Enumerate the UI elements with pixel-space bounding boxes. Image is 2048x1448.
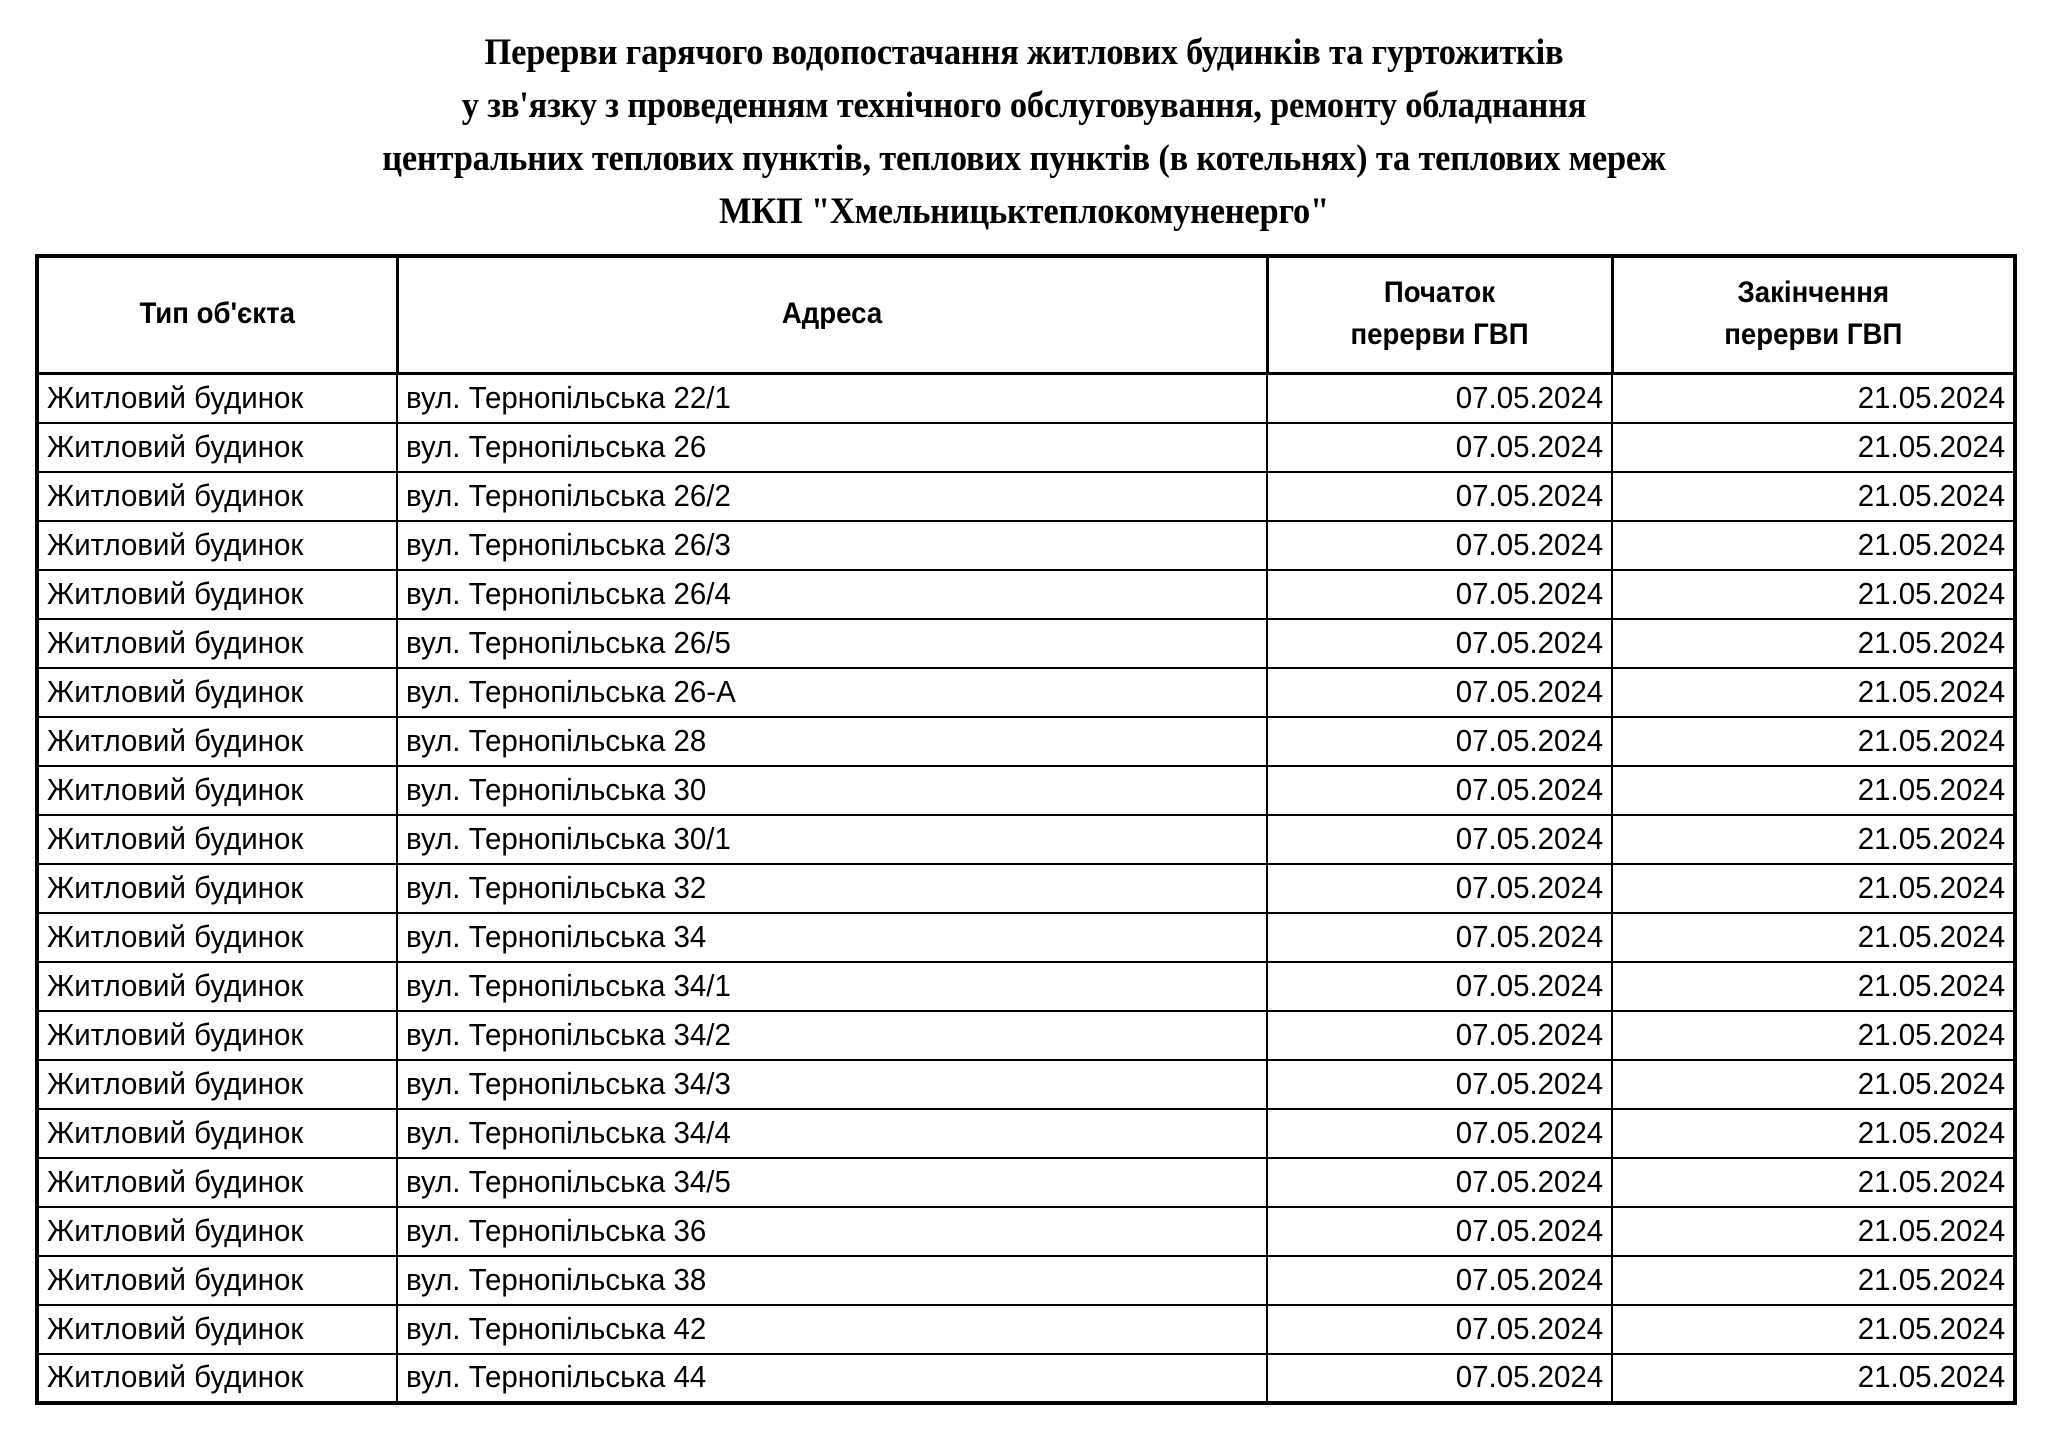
cell-end-date [1612, 1158, 2015, 1207]
cell-start-date-text: 07.05.2024 [1455, 1065, 1603, 1101]
cell-end-date [1612, 521, 2015, 570]
cell-end-date [1612, 766, 2015, 815]
cell-object-type-text: Житловий будинок [47, 624, 304, 660]
cell-end-date [1612, 1256, 2015, 1305]
cell-end-date-text: 21.05.2024 [1857, 1310, 2005, 1346]
cell-start-date-text: 07.05.2024 [1455, 918, 1603, 954]
cell-start-date-text: 07.05.2024 [1455, 428, 1603, 464]
cell-address-text: вул. Тернопільська 28 [406, 722, 707, 758]
cell-start-date-text: 07.05.2024 [1455, 722, 1603, 758]
cell-end-date-text: 21.05.2024 [1857, 771, 2005, 807]
cell-object-type-text: Житловий будинок [47, 967, 304, 1003]
cell-end-date [1612, 668, 2015, 717]
cell-address [397, 815, 1267, 864]
cell-address [397, 717, 1267, 766]
cell-address [397, 1354, 1267, 1403]
cell-start-date-text: 07.05.2024 [1455, 1359, 1603, 1394]
table-row [37, 1256, 2015, 1305]
cell-object-type [37, 521, 397, 570]
table-row [37, 423, 2015, 472]
cell-start-date [1267, 913, 1612, 962]
cell-object-type-text: Житловий будинок [47, 673, 304, 709]
cell-object-type-text: Житловий будинок [47, 1114, 304, 1150]
cell-address-text: вул. Тернопільська 36 [406, 1212, 707, 1248]
cell-start-date-text: 07.05.2024 [1455, 673, 1603, 709]
cell-start-date [1267, 1354, 1612, 1403]
schedule-table [35, 254, 2017, 1405]
cell-address-text: вул. Тернопільська 26/2 [406, 477, 731, 513]
cell-end-date-text: 21.05.2024 [1857, 379, 2005, 415]
table-row [37, 1158, 2015, 1207]
cell-start-date-text: 07.05.2024 [1455, 820, 1603, 856]
cell-start-date [1267, 472, 1612, 521]
cell-address-text: вул. Тернопільська 26-А [406, 673, 736, 709]
cell-address [397, 1060, 1267, 1109]
cell-end-date [1612, 815, 2015, 864]
cell-object-type [37, 864, 397, 913]
cell-end-date [1612, 1354, 2015, 1403]
cell-address [397, 1011, 1267, 1060]
table-row [37, 521, 2015, 570]
cell-start-date-text: 07.05.2024 [1455, 1310, 1603, 1346]
cell-object-type-text: Житловий будинок [47, 575, 304, 611]
cell-object-type [37, 1158, 397, 1207]
cell-address [397, 766, 1267, 815]
cell-end-date [1612, 1011, 2015, 1060]
cell-object-type-text: Житловий будинок [47, 1163, 304, 1199]
cell-address [397, 864, 1267, 913]
table-row [37, 1060, 2015, 1109]
cell-object-type [37, 815, 397, 864]
cell-end-date [1612, 1109, 2015, 1158]
cell-address-text: вул. Тернопільська 34/1 [406, 967, 731, 1003]
column-header-start [1281, 256, 1598, 374]
table-row [37, 766, 2015, 815]
table-row [37, 1109, 2015, 1158]
cell-start-date [1267, 1011, 1612, 1060]
cell-address [397, 619, 1267, 668]
cell-end-date-text: 21.05.2024 [1857, 1114, 2005, 1150]
table-row [37, 1354, 2015, 1403]
cell-end-date-text: 21.05.2024 [1857, 1016, 2005, 1052]
cell-start-date [1267, 815, 1612, 864]
cell-start-date [1267, 962, 1612, 1011]
cell-end-date-text: 21.05.2024 [1857, 918, 2005, 954]
cell-end-date [1612, 913, 2015, 962]
cell-start-date [1267, 766, 1612, 815]
cell-start-date [1267, 1207, 1612, 1256]
cell-object-type [37, 1060, 397, 1109]
schedule-table-container [35, 254, 2013, 1405]
table-header [37, 256, 2015, 374]
table-row [37, 815, 2015, 864]
title-line-4: МКП "Хмельницьктеплокомуненерго" [718, 191, 1329, 232]
cell-start-date-text: 07.05.2024 [1455, 379, 1603, 415]
cell-end-date [1612, 1207, 2015, 1256]
cell-object-type [37, 1354, 397, 1403]
cell-address [397, 1305, 1267, 1354]
cell-object-type-text: Житловий будинок [47, 1310, 304, 1346]
cell-object-type-text: Житловий будинок [47, 1261, 304, 1297]
cell-address-text: вул. Тернопільська 38 [406, 1261, 707, 1297]
cell-start-date-text: 07.05.2024 [1455, 869, 1603, 905]
cell-object-type-text: Житловий будинок [47, 869, 304, 905]
cell-address [397, 1158, 1267, 1207]
cell-start-date-text: 07.05.2024 [1455, 1212, 1603, 1248]
cell-end-date-text: 21.05.2024 [1857, 1212, 2005, 1248]
cell-address-text: вул. Тернопільська 30 [406, 771, 707, 807]
cell-start-date [1267, 521, 1612, 570]
cell-end-date [1612, 864, 2015, 913]
cell-address-text: вул. Тернопільська 32 [406, 869, 707, 905]
cell-address [397, 1207, 1267, 1256]
cell-start-date-text: 07.05.2024 [1455, 771, 1603, 807]
cell-start-date [1267, 570, 1612, 619]
table-row [37, 472, 2015, 521]
cell-start-date [1267, 668, 1612, 717]
cell-address-text: вул. Тернопільська 44 [406, 1359, 707, 1394]
column-header-end-label-line1: Закінчення [1737, 276, 1890, 309]
cell-address [397, 570, 1267, 619]
cell-object-type [37, 717, 397, 766]
cell-end-date-text: 21.05.2024 [1857, 526, 2005, 562]
cell-start-date [1267, 717, 1612, 766]
column-header-address-label: Адреса [781, 297, 883, 330]
title-line-1: Перерви гарячого водопостачання житлових будинків та гуртожитків [484, 32, 1564, 73]
cell-object-type [37, 1109, 397, 1158]
cell-address-text: вул. Тернопільська 26/3 [406, 526, 731, 562]
cell-object-type-text: Житловий будинок [47, 1065, 304, 1101]
title-line-2: у зв'язку з проведенням технічного обслуговування, ремонту обладнання [461, 85, 1587, 126]
table-row [37, 374, 2015, 423]
cell-object-type [37, 766, 397, 815]
cell-object-type [37, 962, 397, 1011]
table-row [37, 864, 2015, 913]
cell-start-date-text: 07.05.2024 [1455, 967, 1603, 1003]
cell-object-type [37, 668, 397, 717]
cell-start-date-text: 07.05.2024 [1455, 1163, 1603, 1199]
cell-end-date-text: 21.05.2024 [1857, 1261, 2005, 1297]
cell-object-type [37, 913, 397, 962]
cell-object-type [37, 1256, 397, 1305]
cell-address [397, 472, 1267, 521]
cell-address-text: вул. Тернопільська 34/4 [406, 1114, 731, 1150]
column-header-end-label-line2: перерви ГВП [1724, 318, 1903, 351]
cell-start-date [1267, 1060, 1612, 1109]
cell-end-date-text: 21.05.2024 [1857, 477, 2005, 513]
cell-object-type-text: Житловий будинок [47, 1212, 304, 1248]
cell-end-date-text: 21.05.2024 [1857, 428, 2005, 464]
cell-address-text: вул. Тернопільська 34/2 [406, 1016, 731, 1052]
cell-start-date [1267, 1158, 1612, 1207]
cell-start-date-text: 07.05.2024 [1455, 575, 1603, 611]
cell-end-date-text: 21.05.2024 [1857, 722, 2005, 758]
cell-end-date-text: 21.05.2024 [1857, 1359, 2005, 1394]
cell-object-type [37, 570, 397, 619]
cell-end-date [1612, 472, 2015, 521]
cell-start-date-text: 07.05.2024 [1455, 1261, 1603, 1297]
column-header-address [432, 256, 1232, 374]
cell-address [397, 423, 1267, 472]
cell-object-type [37, 423, 397, 472]
cell-address-text: вул. Тернопільська 34 [406, 918, 707, 954]
cell-end-date [1612, 1060, 2015, 1109]
cell-start-date-text: 07.05.2024 [1455, 477, 1603, 513]
cell-object-type-text: Житловий будинок [47, 526, 304, 562]
cell-address [397, 374, 1267, 423]
cell-address [397, 913, 1267, 962]
cell-address [397, 521, 1267, 570]
table-header-row [37, 256, 2015, 374]
cell-object-type-text: Житловий будинок [47, 722, 304, 758]
cell-start-date-text: 07.05.2024 [1455, 1114, 1603, 1150]
cell-address [397, 668, 1267, 717]
cell-start-date [1267, 864, 1612, 913]
cell-start-date [1267, 1305, 1612, 1354]
cell-object-type-text: Житловий будинок [47, 428, 304, 464]
cell-address-text: вул. Тернопільська 30/1 [406, 820, 731, 856]
table-row [37, 962, 2015, 1011]
cell-object-type-text: Житловий будинок [47, 379, 304, 415]
cell-start-date [1267, 1109, 1612, 1158]
cell-end-date-text: 21.05.2024 [1857, 575, 2005, 611]
column-header-type [51, 256, 382, 374]
cell-address [397, 962, 1267, 1011]
cell-object-type [37, 1011, 397, 1060]
cell-address [397, 1109, 1267, 1158]
cell-object-type [37, 1207, 397, 1256]
cell-object-type-text: Житловий будинок [47, 820, 304, 856]
cell-end-date-text: 21.05.2024 [1857, 820, 2005, 856]
cell-end-date [1612, 570, 2015, 619]
cell-start-date-text: 07.05.2024 [1455, 1016, 1603, 1052]
cell-address-text: вул. Тернопільська 22/1 [406, 379, 731, 415]
table-row [37, 717, 2015, 766]
cell-end-date-text: 21.05.2024 [1857, 673, 2005, 709]
cell-start-date-text: 07.05.2024 [1455, 624, 1603, 660]
cell-object-type-text: Житловий будинок [47, 918, 304, 954]
cell-end-date-text: 21.05.2024 [1857, 1163, 2005, 1199]
table-row [37, 1305, 2015, 1354]
cell-end-date [1612, 1305, 2015, 1354]
table-row [37, 913, 2015, 962]
cell-end-date-text: 21.05.2024 [1857, 624, 2005, 660]
cell-end-date-text: 21.05.2024 [1857, 967, 2005, 1003]
table-row [37, 668, 2015, 717]
table-row [37, 570, 2015, 619]
cell-object-type [37, 472, 397, 521]
cell-end-date [1612, 717, 2015, 766]
cell-end-date [1612, 374, 2015, 423]
cell-start-date [1267, 423, 1612, 472]
cell-start-date [1267, 1256, 1612, 1305]
cell-object-type-text: Житловий будинок [47, 477, 304, 513]
cell-end-date-text: 21.05.2024 [1857, 869, 2005, 905]
table-row [37, 1011, 2015, 1060]
title-line-3: центральних теплових пунктів, теплових пунктів (в котельнях) та теплових мереж [382, 138, 1666, 179]
cell-address-text: вул. Тернопільська 34/5 [406, 1163, 731, 1199]
cell-object-type-text: Житловий будинок [47, 1016, 304, 1052]
column-header-type-label: Тип об'єкта [139, 297, 295, 330]
cell-address-text: вул. Тернопільська 26/5 [406, 624, 731, 660]
cell-start-date-text: 07.05.2024 [1455, 526, 1603, 562]
table-row [37, 619, 2015, 668]
cell-address-text: вул. Тернопільська 42 [406, 1310, 707, 1346]
cell-end-date-text: 21.05.2024 [1857, 1065, 2005, 1101]
cell-object-type-text: Житловий будинок [47, 1359, 304, 1394]
column-header-end [1628, 256, 1999, 374]
table-row [37, 1207, 2015, 1256]
table-body [37, 374, 2015, 1403]
cell-object-type [37, 619, 397, 668]
cell-end-date [1612, 423, 2015, 472]
cell-object-type [37, 1305, 397, 1354]
cell-address-text: вул. Тернопільська 34/3 [406, 1065, 731, 1101]
cell-address-text: вул. Тернопільська 26 [406, 428, 707, 464]
cell-end-date [1612, 619, 2015, 668]
cell-address-text: вул. Тернопільська 26/4 [406, 575, 731, 611]
cell-address [397, 1256, 1267, 1305]
cell-object-type [37, 374, 397, 423]
column-header-start-label-line2: перерви ГВП [1350, 318, 1529, 351]
cell-start-date [1267, 374, 1612, 423]
cell-end-date [1612, 962, 2015, 1011]
cell-start-date [1267, 619, 1612, 668]
document-title [0, 0, 2048, 238]
column-header-start-label-line1: Початок [1383, 276, 1496, 309]
cell-object-type-text: Житловий будинок [47, 771, 304, 807]
